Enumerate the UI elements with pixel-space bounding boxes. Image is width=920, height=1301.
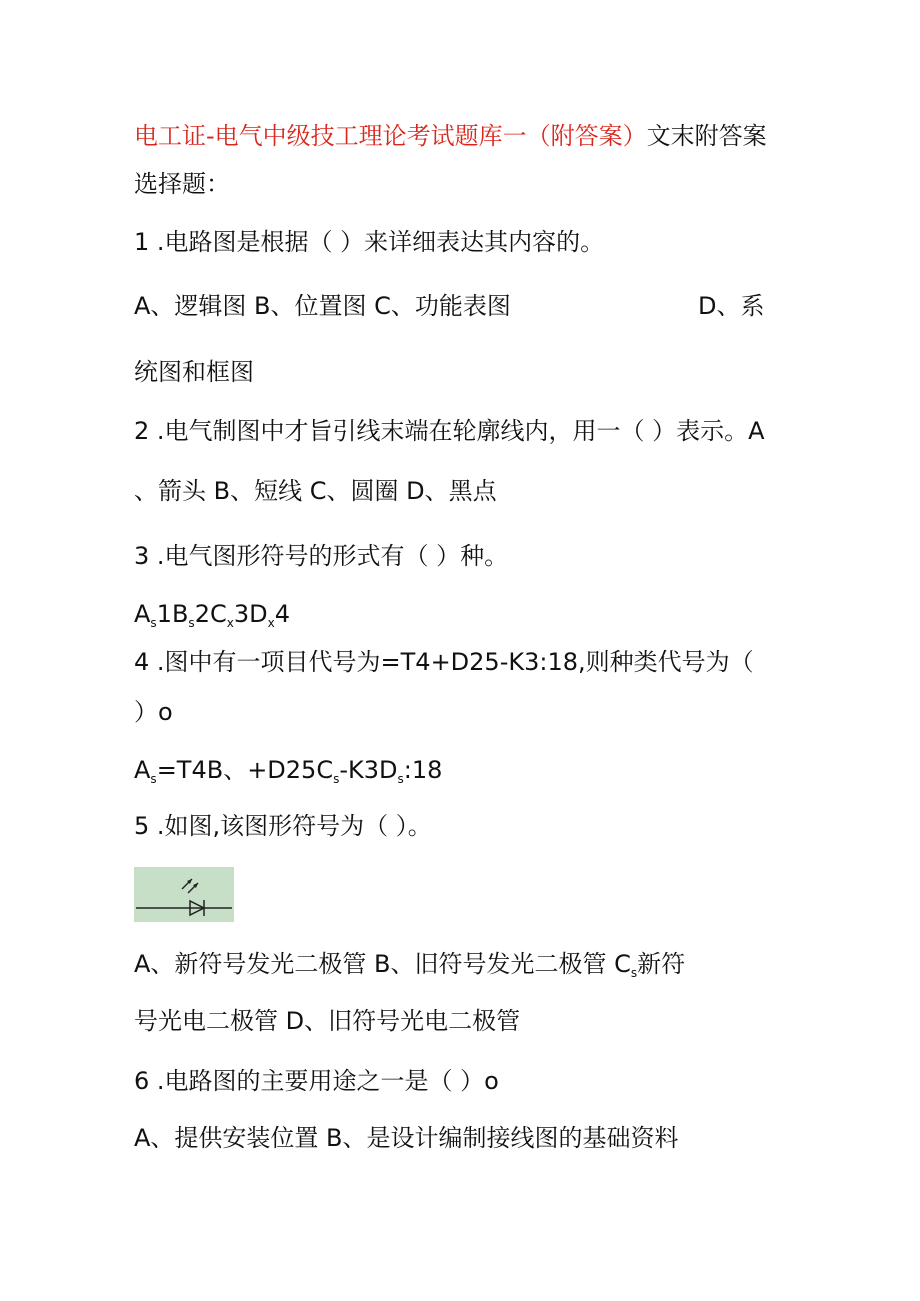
q4-opt-a-mark: s — [150, 772, 157, 786]
q1-option-d-start: D、系 — [698, 292, 765, 320]
q5-options-line1-mark: s — [630, 966, 638, 980]
title-red-part: 电工证-电气中级技工理论考试题库一（附答案） — [134, 122, 647, 150]
q6-options: A、提供安装位置 B、是设计编制接线图的基础资料 — [134, 1124, 679, 1152]
document-title — [134, 120, 767, 152]
q3-opt-a-mark: s — [150, 616, 157, 630]
title-black-part: 文末附答案 — [646, 122, 767, 150]
q3-options — [134, 598, 290, 639]
q3-opt-a-val: 1B — [156, 600, 189, 628]
q3-opt-d-mark: x — [267, 616, 275, 630]
q5-stem: 5 .如图,该图形符号为（ ）。 — [134, 812, 432, 840]
q4-opt-c-mark: s — [333, 772, 340, 786]
q5-options-line1 — [134, 948, 685, 989]
q3-opt-c-val: 3D — [233, 600, 268, 628]
q3-opt-d-val: 4 — [274, 600, 290, 628]
q2-options: 、箭头 B、短线 C、圆圈 D、黑点 — [134, 477, 497, 505]
q1-stem: 1 .电路图是根据（ ）来详细表达其内容的。 — [134, 228, 605, 256]
q3-opt-c-mark: x — [226, 616, 234, 630]
q2-stem: 2 .电气制图中才旨引线末端在轮廓线内，用一（ ）表示。A — [134, 417, 765, 445]
section-heading: 选择题： — [134, 170, 230, 198]
q4-opt-a-val: =T4B、+D25C — [156, 756, 334, 784]
q3-stem: 3 .电气图形符号的形式有（ ）种。 — [134, 542, 509, 570]
q5-options-line1-a: A、新符号发光二极管 B、旧符号发光二极管 C — [134, 950, 631, 978]
q3-opt-b-mark: s — [188, 616, 195, 630]
q5-options-line1-b: 新符 — [637, 950, 686, 978]
q1-option-d-end: 统图和框图 — [134, 358, 254, 386]
q4-opt-a: A — [134, 756, 151, 784]
q4-stem-line1: 4 .图中有一项目代号为=T4+D25-K3:18,则种类代号为（ — [134, 648, 754, 676]
q4-opt-d-mark: s — [397, 772, 404, 786]
photodiode-symbol-icon — [134, 867, 234, 922]
q6-stem: 6 .电路图的主要用途之一是（ ）o — [134, 1067, 499, 1095]
q5-figure — [134, 867, 234, 922]
q3-opt-b-val: 2C — [194, 600, 227, 628]
q4-opt-c-val: -K3D — [339, 756, 398, 784]
q5-options-line2: 号光电二极管 D、旧符号光电二极管 — [134, 1007, 521, 1035]
q4-opt-d-val: :18 — [403, 756, 443, 784]
q1-options-a-c: A、逻辑图 B、位置图 C、功能表图 — [134, 292, 511, 320]
q4-stem-line2: ）o — [134, 698, 173, 726]
q4-options — [134, 754, 442, 795]
q3-opt-a: A — [134, 600, 151, 628]
